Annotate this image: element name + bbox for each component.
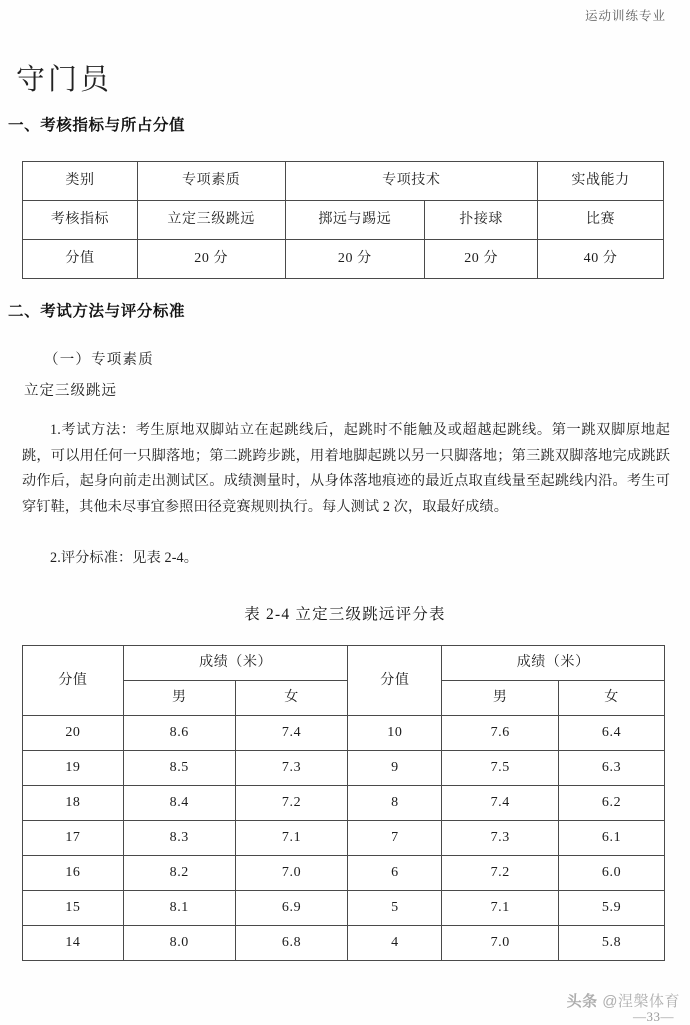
header-female-left: 女 — [235, 681, 348, 716]
watermark-handle: @涅槃体育 — [602, 993, 680, 1010]
cell-male-right: 7.3 — [442, 821, 559, 856]
table-header-row — [23, 646, 665, 681]
cell-male-left: 8.0 — [123, 926, 235, 961]
cell-points-match: 40 分 — [538, 240, 664, 279]
cell-indicator-catching: 扑接球 — [425, 201, 538, 240]
cell-male-left: 8.6 — [123, 716, 235, 751]
paragraph-scoring-standard: 2.评分标准：见表 2-4。 — [50, 550, 199, 567]
cell-score-left: 17 — [23, 821, 124, 856]
cell-female-right: 6.1 — [559, 821, 665, 856]
running-head: 运动训练专业 — [584, 9, 666, 23]
cell-female-left: 7.3 — [235, 751, 348, 786]
table-row — [23, 926, 665, 961]
cell-category-match-ability: 实战能力 — [538, 162, 664, 201]
cell-score-left: 20 — [23, 716, 124, 751]
cell-score-left: 19 — [23, 751, 124, 786]
cell-female-left: 6.9 — [235, 891, 348, 926]
cell-score-right: 8 — [348, 786, 442, 821]
cell-female-right: 6.3 — [559, 751, 665, 786]
watermark — [567, 990, 680, 1011]
cell-female-right: 5.8 — [559, 926, 665, 961]
table-row — [23, 786, 665, 821]
table-row — [23, 751, 665, 786]
cell-female-right: 6.0 — [559, 856, 665, 891]
cell-indicator-match: 比赛 — [538, 201, 664, 240]
cell-female-left: 7.2 — [235, 786, 348, 821]
cell-male-right: 7.0 — [442, 926, 559, 961]
cell-male-left: 8.3 — [123, 821, 235, 856]
table-row — [23, 201, 664, 240]
table-caption: 表 2-4 立定三级跳远评分表 — [244, 606, 446, 623]
row-label-category: 类别 — [23, 162, 138, 201]
cell-points-triple-jump: 20 分 — [137, 240, 285, 279]
row-label-indicator: 考核指标 — [23, 201, 138, 240]
header-score-right: 分值 — [348, 646, 442, 716]
section-heading-1: 一、考核指标与所占分值 — [8, 117, 186, 134]
score-table — [22, 645, 665, 961]
cell-points-catching: 20 分 — [425, 240, 538, 279]
cell-female-left: 7.4 — [235, 716, 348, 751]
event-name-heading: 立定三级跳远 — [24, 383, 117, 399]
table-row — [23, 716, 665, 751]
cell-score-right: 7 — [348, 821, 442, 856]
header-female-right: 女 — [559, 681, 665, 716]
page-title: 守门员 — [16, 64, 113, 97]
cell-score-left: 16 — [23, 856, 124, 891]
indicator-table — [22, 161, 664, 279]
cell-score-left: 18 — [23, 786, 124, 821]
cell-male-right: 7.4 — [442, 786, 559, 821]
header-result-right: 成绩（米） — [442, 646, 665, 681]
cell-score-right: 5 — [348, 891, 442, 926]
cell-indicator-throw-kick: 掷远与踢远 — [285, 201, 425, 240]
cell-score-right: 10 — [348, 716, 442, 751]
cell-male-left: 8.4 — [123, 786, 235, 821]
cell-score-right: 6 — [348, 856, 442, 891]
cell-male-left: 8.2 — [123, 856, 235, 891]
cell-points-throw-kick: 20 分 — [285, 240, 425, 279]
page-number: —33— — [633, 1009, 674, 1024]
cell-category-special-technique: 专项技术 — [285, 162, 538, 201]
cell-male-right: 7.6 — [442, 716, 559, 751]
cell-female-right: 6.4 — [559, 716, 665, 751]
row-label-points: 分值 — [23, 240, 138, 279]
paragraph-test-method: 1.考试方法：考生原地双脚站立在起跳线后，起跳时不能触及或超越起跳线。第一跳双脚原地起跳，可以用任何一只脚落地；第二跳跨步跳，用着地脚起跳以另一只脚落地；第三跳双脚落地完成跳跃动作后，起身向前走出测试区。成绩测量时，从身体落地痕迹的最近点取直线量至起跳线内沿。考生可穿钉鞋，其他未尽事宜参照田径竞赛规则执行。每人测试 2 次，取最好成绩。 — [22, 422, 670, 515]
table-row — [23, 162, 664, 201]
header-male-right: 男 — [442, 681, 559, 716]
cell-male-left: 8.5 — [123, 751, 235, 786]
cell-male-left: 8.1 — [123, 891, 235, 926]
cell-indicator-triple-jump: 立定三级跳远 — [137, 201, 285, 240]
cell-category-special-quality: 专项素质 — [137, 162, 285, 201]
header-score-left: 分值 — [23, 646, 124, 716]
cell-score-left: 15 — [23, 891, 124, 926]
cell-female-right: 5.9 — [559, 891, 665, 926]
header-male-left: 男 — [123, 681, 235, 716]
header-result-left: 成绩（米） — [123, 646, 348, 681]
cell-male-right: 7.1 — [442, 891, 559, 926]
table-row — [23, 821, 665, 856]
cell-female-left: 6.8 — [235, 926, 348, 961]
cell-female-left: 7.0 — [235, 856, 348, 891]
subsection-heading-part-one: （一）专项素质 — [44, 352, 154, 368]
table-row — [23, 240, 664, 279]
table-row — [23, 891, 665, 926]
cell-male-right: 7.2 — [442, 856, 559, 891]
cell-score-right: 4 — [348, 926, 442, 961]
watermark-source: 头条 — [566, 993, 598, 1010]
cell-male-right: 7.5 — [442, 751, 559, 786]
section-heading-2: 二、考试方法与评分标准 — [8, 303, 186, 320]
cell-score-left: 14 — [23, 926, 124, 961]
cell-female-left: 7.1 — [235, 821, 348, 856]
cell-female-right: 6.2 — [559, 786, 665, 821]
table-row — [23, 856, 665, 891]
cell-score-right: 9 — [348, 751, 442, 786]
